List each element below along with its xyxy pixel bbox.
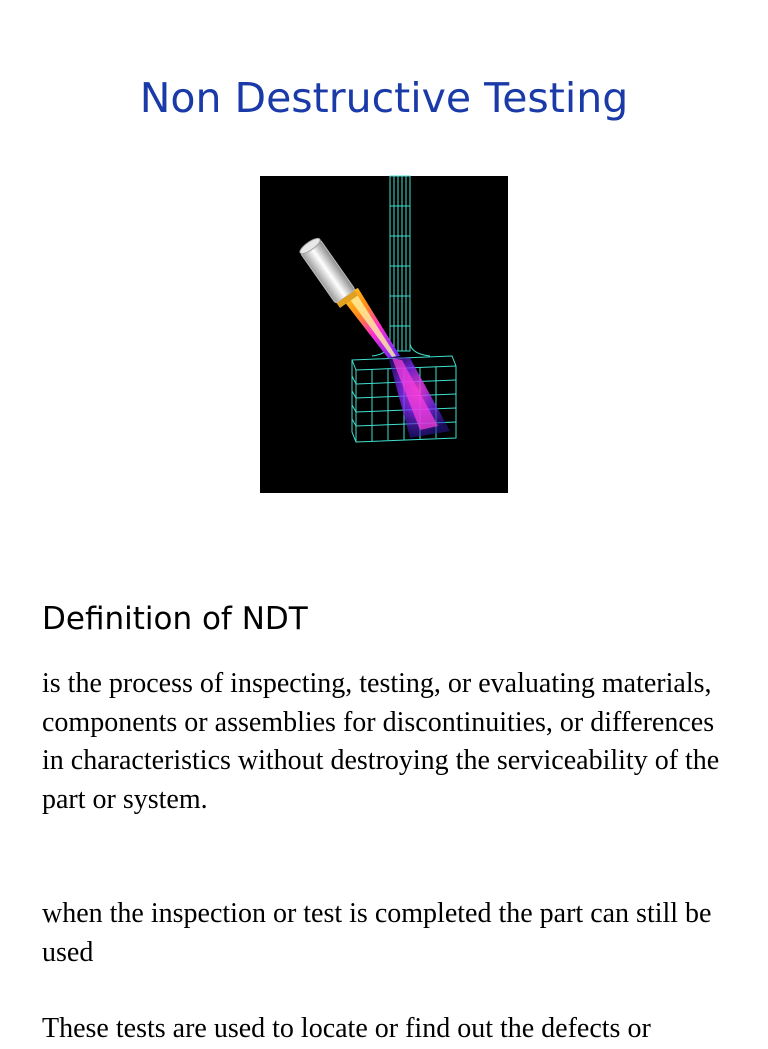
ndt-illustration [260,176,508,493]
page-title: Non Destructive Testing [139,74,629,122]
section-heading: Definition of NDT [42,601,308,637]
ultrasonic-probe-icon [260,176,508,493]
tests-paragraph: These tests are used to locate or find out the defects or [42,1013,651,1044]
definition-paragraph: is the process of inspecting, testing, or evaluating materials, components or assemblies for discontinuities, or differences in characteristics without destroying the serviceability of the part or system. [42,668,720,815]
usage-paragraph: when the inspection or test is completed the part can still be used [42,898,712,968]
